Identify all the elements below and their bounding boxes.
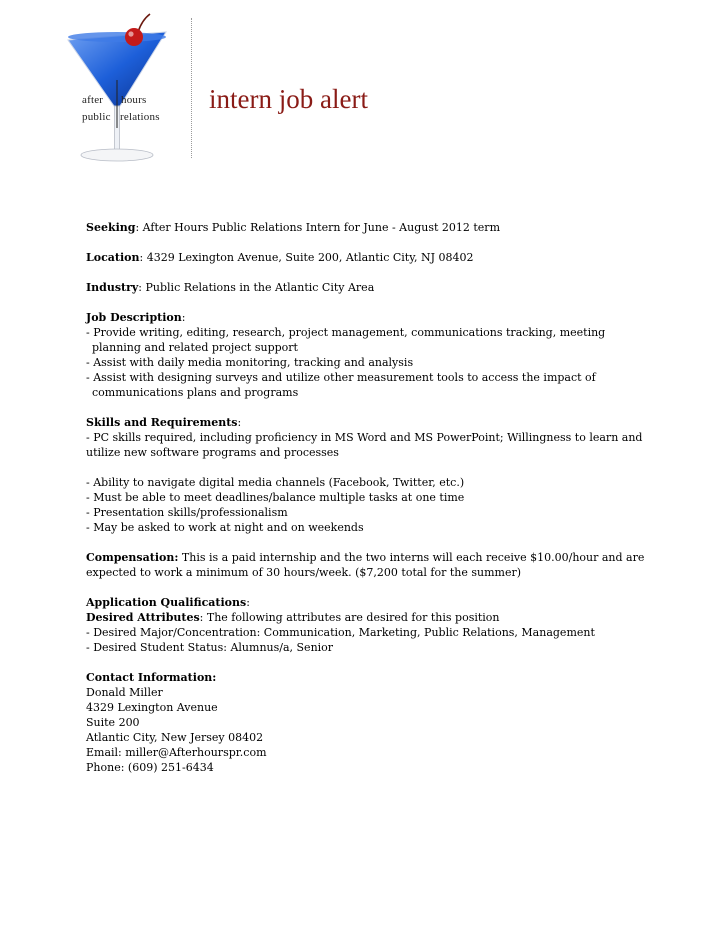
job-description-line: communications plans and programs bbox=[92, 386, 299, 399]
application-label: Application Qualifications bbox=[86, 596, 247, 609]
application-section bbox=[86, 595, 666, 655]
page-title: intern job alert bbox=[209, 84, 368, 114]
skills-bullet: - Presentation skills/professionalism bbox=[86, 506, 288, 519]
industry-label: Industry bbox=[86, 281, 139, 294]
seeking-section bbox=[86, 220, 666, 235]
header-divider bbox=[191, 18, 193, 158]
skills-line: - PC skills required, including proficiency in MS Word and MS PowerPoint; Willingness to learn and bbox=[86, 431, 643, 444]
logo-text-hours: hours bbox=[121, 94, 147, 106]
contact-label: Contact Information: bbox=[86, 671, 217, 684]
compensation-text: This is a paid internship and the two interns will each receive $10.00/hour and are bbox=[178, 551, 645, 564]
job-description-section bbox=[86, 310, 666, 400]
location-label: Location bbox=[86, 251, 140, 264]
contact-address: 4329 Lexington Avenue bbox=[86, 701, 218, 714]
company-logo bbox=[62, 10, 172, 170]
job-description-label: Job Description bbox=[86, 311, 182, 324]
skills-bullets bbox=[86, 475, 666, 535]
location-section bbox=[86, 250, 666, 265]
skills-line: utilize new software programs and processes bbox=[86, 446, 339, 459]
contact-city: Atlantic City, New Jersey 08402 bbox=[86, 731, 264, 744]
job-description-line: - Assist with daily media monitoring, tracking and analysis bbox=[86, 356, 414, 369]
job-description-line: - Assist with designing surveys and utilize other measurement tools to access the impact of bbox=[86, 371, 596, 384]
skills-colon: : bbox=[237, 416, 242, 429]
job-description-colon: : bbox=[181, 311, 186, 324]
skills-bullet: - May be asked to work at night and on weekends bbox=[86, 521, 364, 534]
desired-attributes-label: Desired Attributes bbox=[86, 611, 200, 624]
logo-text-public: public bbox=[82, 111, 111, 123]
location-text: : 4329 Lexington Avenue, Suite 200, Atlantic City, NJ 08402 bbox=[139, 251, 474, 264]
industry-text: : Public Relations in the Atlantic City Area bbox=[138, 281, 375, 294]
application-item: - Desired Major/Concentration: Communication, Marketing, Public Relations, Management bbox=[86, 626, 595, 639]
logo-text-relations: relations bbox=[120, 111, 160, 123]
contact-name: Donald Miller bbox=[86, 686, 163, 699]
industry-section bbox=[86, 280, 666, 295]
job-posting-body bbox=[86, 220, 666, 790]
job-description-line: - Provide writing, editing, research, project management, communications tracking, meeting bbox=[86, 326, 606, 339]
skills-label: Skills and Requirements bbox=[86, 416, 238, 429]
compensation-label: Compensation: bbox=[86, 551, 179, 564]
contact-email: Email: miller@Afterhourspr.com bbox=[86, 746, 267, 759]
application-item: - Desired Student Status: Alumnus/a, Senior bbox=[86, 641, 334, 654]
skills-bullet: - Ability to navigate digital media channels (Facebook, Twitter, etc.) bbox=[86, 476, 465, 489]
compensation-text-2: expected to work a minimum of 30 hours/week. ($7,200 total for the summer) bbox=[86, 566, 522, 579]
logo-text-after: after bbox=[82, 94, 104, 106]
contact-suite: Suite 200 bbox=[86, 716, 140, 729]
seeking-label: Seeking bbox=[86, 221, 136, 234]
martini-glass-icon bbox=[62, 10, 172, 170]
compensation-section bbox=[86, 550, 666, 580]
contact-phone: Phone: (609) 251-6434 bbox=[86, 761, 214, 774]
application-colon: : bbox=[246, 596, 250, 609]
skills-bullet: - Must be able to meet deadlines/balance multiple tasks at one time bbox=[86, 491, 465, 504]
desired-attributes-text: : The following attributes are desired for this position bbox=[199, 611, 500, 624]
skills-section bbox=[86, 415, 666, 460]
contact-section bbox=[86, 670, 666, 775]
job-description-line: planning and related project support bbox=[92, 341, 298, 354]
seeking-text: : After Hours Public Relations Intern for June - August 2012 term bbox=[135, 221, 500, 234]
